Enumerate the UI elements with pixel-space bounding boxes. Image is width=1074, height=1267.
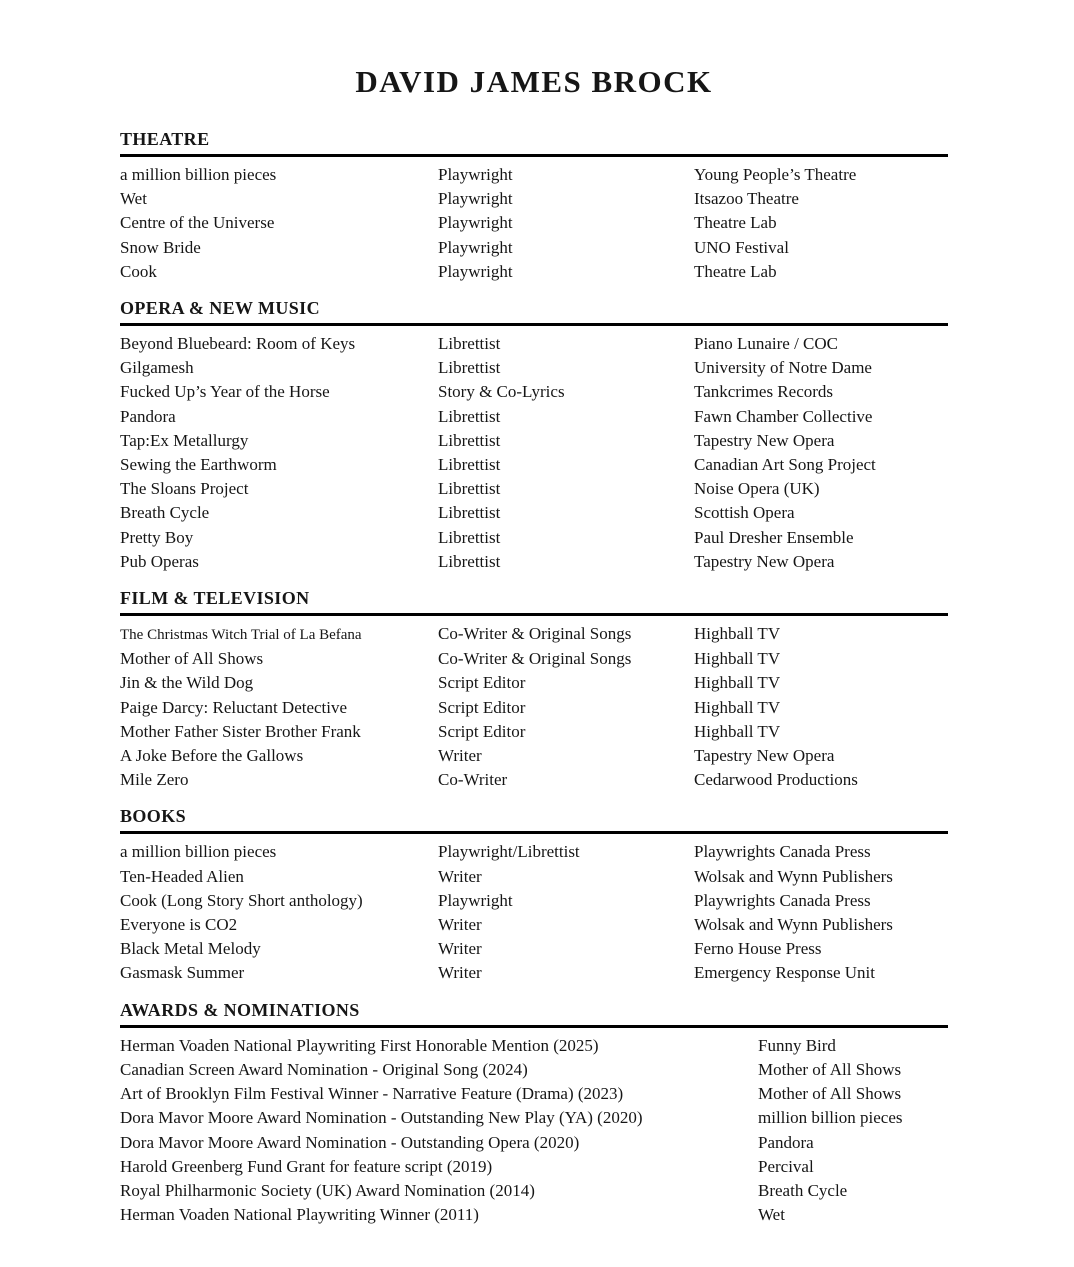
section-heading: BOOKS [120, 806, 187, 827]
work-title: Mile Zero [120, 770, 189, 790]
work-title: Black Metal Melody [120, 939, 261, 959]
resume-body [120, 128, 948, 1227]
work-organization: Young People’s Theatre [694, 165, 857, 184]
work-row [120, 671, 948, 695]
work-role: Librettist [438, 334, 501, 354]
section-heading: AWARDS & NOMINATIONS [120, 999, 360, 1020]
work-row [120, 889, 948, 913]
work-organization: Noise Opera (UK) [694, 479, 820, 499]
work-organization: Wolsak and Wynn Publishers [694, 866, 893, 886]
work-role: Script Editor [438, 697, 526, 717]
work-organization: Paul Dresher Ensemble [694, 527, 854, 547]
work-organization: Tapestry New Opera [694, 430, 835, 450]
work-role: Script Editor [438, 721, 526, 741]
work-organization: Highball TV [694, 673, 781, 693]
section-rows [120, 332, 948, 574]
work-row [120, 865, 948, 889]
work-role: Playwright [438, 261, 513, 281]
work-row [120, 526, 948, 550]
work-role: Playwright [438, 189, 513, 209]
award-row [120, 1203, 948, 1227]
work-row [120, 744, 948, 768]
work-organization: Tapestry New Opera [694, 551, 835, 571]
work-role: Writer [438, 866, 482, 886]
section-film-television [120, 587, 948, 792]
work-row [120, 937, 948, 961]
work-title: The Sloans Project [120, 479, 249, 499]
award-work: Percival [758, 1156, 814, 1176]
award-name: Dora Mavor Moore Award Nomination - Outstanding New Play (YA) (2020) [120, 1108, 643, 1128]
work-title: Paige Darcy: Reluctant Detective [120, 697, 348, 717]
work-organization: Fawn Chamber Collective [694, 406, 873, 426]
section-awards-nominations [120, 999, 948, 1228]
work-organization: Playwrights Canada Press [694, 842, 871, 862]
work-role: Librettist [438, 527, 501, 547]
work-title: A Joke Before the Gallows [120, 746, 304, 766]
work-row [120, 720, 948, 744]
work-role: Librettist [438, 406, 501, 426]
work-role: Librettist [438, 479, 501, 499]
award-work: Pandora [758, 1132, 814, 1152]
work-role: Script Editor [438, 673, 526, 693]
work-role: Writer [438, 746, 482, 766]
work-title: Pandora [120, 406, 176, 426]
work-role: Librettist [438, 455, 501, 475]
award-work: Mother of All Shows [758, 1059, 902, 1079]
award-name: Canadian Screen Award Nomination - Original Song (2024) [120, 1059, 528, 1079]
work-title: Centre of the Universe [120, 213, 275, 233]
work-row [120, 380, 948, 404]
work-role: Playwright [438, 165, 513, 184]
work-row [120, 840, 948, 864]
work-row [120, 622, 948, 647]
work-organization: Cedarwood Productions [694, 770, 858, 790]
work-organization: Piano Lunaire / COC [694, 334, 839, 354]
work-organization: Highball TV [694, 721, 781, 741]
work-organization: Itsazoo Theatre [694, 189, 799, 209]
work-title: Sewing the Earthworm [120, 455, 277, 475]
work-role: Librettist [438, 551, 501, 571]
work-role: Librettist [438, 503, 501, 523]
award-row [120, 1034, 948, 1058]
section-rows [120, 1034, 948, 1228]
work-title: The Christmas Witch Trial of La Befana [120, 627, 362, 644]
work-title: Beyond Bluebeard: Room of Keys [120, 334, 356, 354]
section-heading: FILM & TELEVISION [120, 588, 310, 609]
award-row [120, 1179, 948, 1203]
work-organization: Theatre Lab [694, 213, 777, 233]
work-organization: Tapestry New Opera [694, 746, 835, 766]
work-role: Playwright [438, 237, 513, 257]
work-role: Co-Writer & Original Songs [438, 649, 632, 669]
section-rule [120, 831, 948, 834]
work-organization: Playwrights Canada Press [694, 890, 871, 910]
award-row [120, 1058, 948, 1082]
work-title: Breath Cycle [120, 503, 210, 523]
work-row [120, 429, 948, 453]
work-role: Story & Co-Lyrics [438, 382, 565, 402]
award-row [120, 1131, 948, 1155]
award-name: Dora Mavor Moore Award Nomination - Outstanding Opera (2020) [120, 1132, 580, 1152]
work-organization: Highball TV [694, 649, 781, 669]
work-title: Mother Father Sister Brother Frank [120, 721, 361, 741]
work-row [120, 647, 948, 671]
work-row [120, 356, 948, 380]
work-organization: Highball TV [694, 697, 781, 717]
work-organization: UNO Festival [694, 237, 789, 257]
award-name: Herman Voaden National Playwriting First Honorable Mention (2025) [120, 1035, 599, 1055]
work-row [120, 260, 948, 284]
work-title: Snow Bride [120, 237, 201, 257]
work-row [120, 405, 948, 429]
work-row [120, 187, 948, 211]
work-title: Cook (Long Story Short anthology) [120, 890, 363, 910]
work-organization: Canadian Art Song Project [694, 455, 876, 475]
section-rows [120, 840, 948, 985]
work-row [120, 961, 948, 985]
section-rows [120, 622, 948, 792]
work-title: Gasmask Summer [120, 963, 245, 983]
award-work: Mother of All Shows [758, 1084, 902, 1104]
section-rule [120, 1025, 948, 1028]
work-organization: Scottish Opera [694, 503, 795, 523]
work-role: Co-Writer [438, 770, 508, 790]
award-row [120, 1106, 948, 1130]
work-title: Ten-Headed Alien [120, 866, 244, 886]
award-work: Breath Cycle [758, 1180, 848, 1200]
work-title: Fucked Up’s Year of the Horse [120, 382, 330, 402]
work-role: Playwright [438, 213, 513, 233]
section-opera-new-music [120, 297, 948, 574]
section-rule [120, 613, 948, 616]
work-title: a million billion pieces [120, 165, 277, 184]
work-row [120, 163, 948, 187]
work-row [120, 477, 948, 501]
work-role: Playwright/Librettist [438, 842, 580, 862]
work-row [120, 768, 948, 792]
work-row [120, 332, 948, 356]
section-rows [120, 163, 948, 284]
work-organization: Theatre Lab [694, 261, 777, 281]
work-title: Pub Operas [120, 551, 199, 571]
work-organization: Ferno House Press [694, 939, 822, 959]
work-title: Gilgamesh [120, 358, 194, 378]
work-title: Mother of All Shows [120, 649, 264, 669]
work-row [120, 211, 948, 235]
work-title: Cook [120, 261, 157, 281]
section-rule [120, 154, 948, 157]
award-work: Funny Bird [758, 1035, 836, 1055]
work-organization: Emergency Response Unit [694, 963, 875, 983]
work-row [120, 550, 948, 574]
section-heading: OPERA & NEW MUSIC [120, 298, 320, 319]
work-role: Librettist [438, 358, 501, 378]
award-name: Art of Brooklyn Film Festival Winner - Narrative Feature (Drama) (2023) [120, 1084, 624, 1104]
work-row [120, 501, 948, 525]
award-row [120, 1082, 948, 1106]
work-title: Everyone is CO2 [120, 915, 238, 935]
work-row [120, 696, 948, 720]
work-organization: University of Notre Dame [694, 358, 872, 378]
page-title: DAVID JAMES BROCK [355, 64, 713, 99]
work-organization: Highball TV [694, 624, 781, 644]
award-work: million billion pieces [758, 1108, 903, 1128]
award-name: Royal Philharmonic Society (UK) Award Nomination (2014) [120, 1180, 535, 1200]
award-work: Wet [758, 1205, 785, 1225]
work-organization: Wolsak and Wynn Publishers [694, 915, 893, 935]
work-role: Writer [438, 915, 482, 935]
work-title: Pretty Boy [120, 527, 194, 547]
work-role: Writer [438, 963, 482, 983]
award-name: Herman Voaden National Playwriting Winner (2011) [120, 1205, 479, 1225]
work-row [120, 453, 948, 477]
work-title: Jin & the Wild Dog [120, 673, 254, 693]
work-role: Writer [438, 939, 482, 959]
work-row [120, 913, 948, 937]
section-rule [120, 323, 948, 326]
work-row [120, 236, 948, 260]
work-role: Co-Writer & Original Songs [438, 624, 632, 644]
work-organization: Tankcrimes Records [694, 382, 834, 402]
section-theatre [120, 128, 948, 284]
work-role: Playwright [438, 890, 513, 910]
work-role: Librettist [438, 430, 501, 450]
work-title: Wet [120, 189, 147, 209]
award-name: Harold Greenberg Fund Grant for feature script (2019) [120, 1156, 493, 1176]
work-title: Tap:Ex Metallurgy [120, 430, 249, 450]
award-row [120, 1155, 948, 1179]
section-heading: THEATRE [120, 129, 210, 149]
work-title: a million billion pieces [120, 842, 277, 862]
section-books [120, 805, 948, 985]
